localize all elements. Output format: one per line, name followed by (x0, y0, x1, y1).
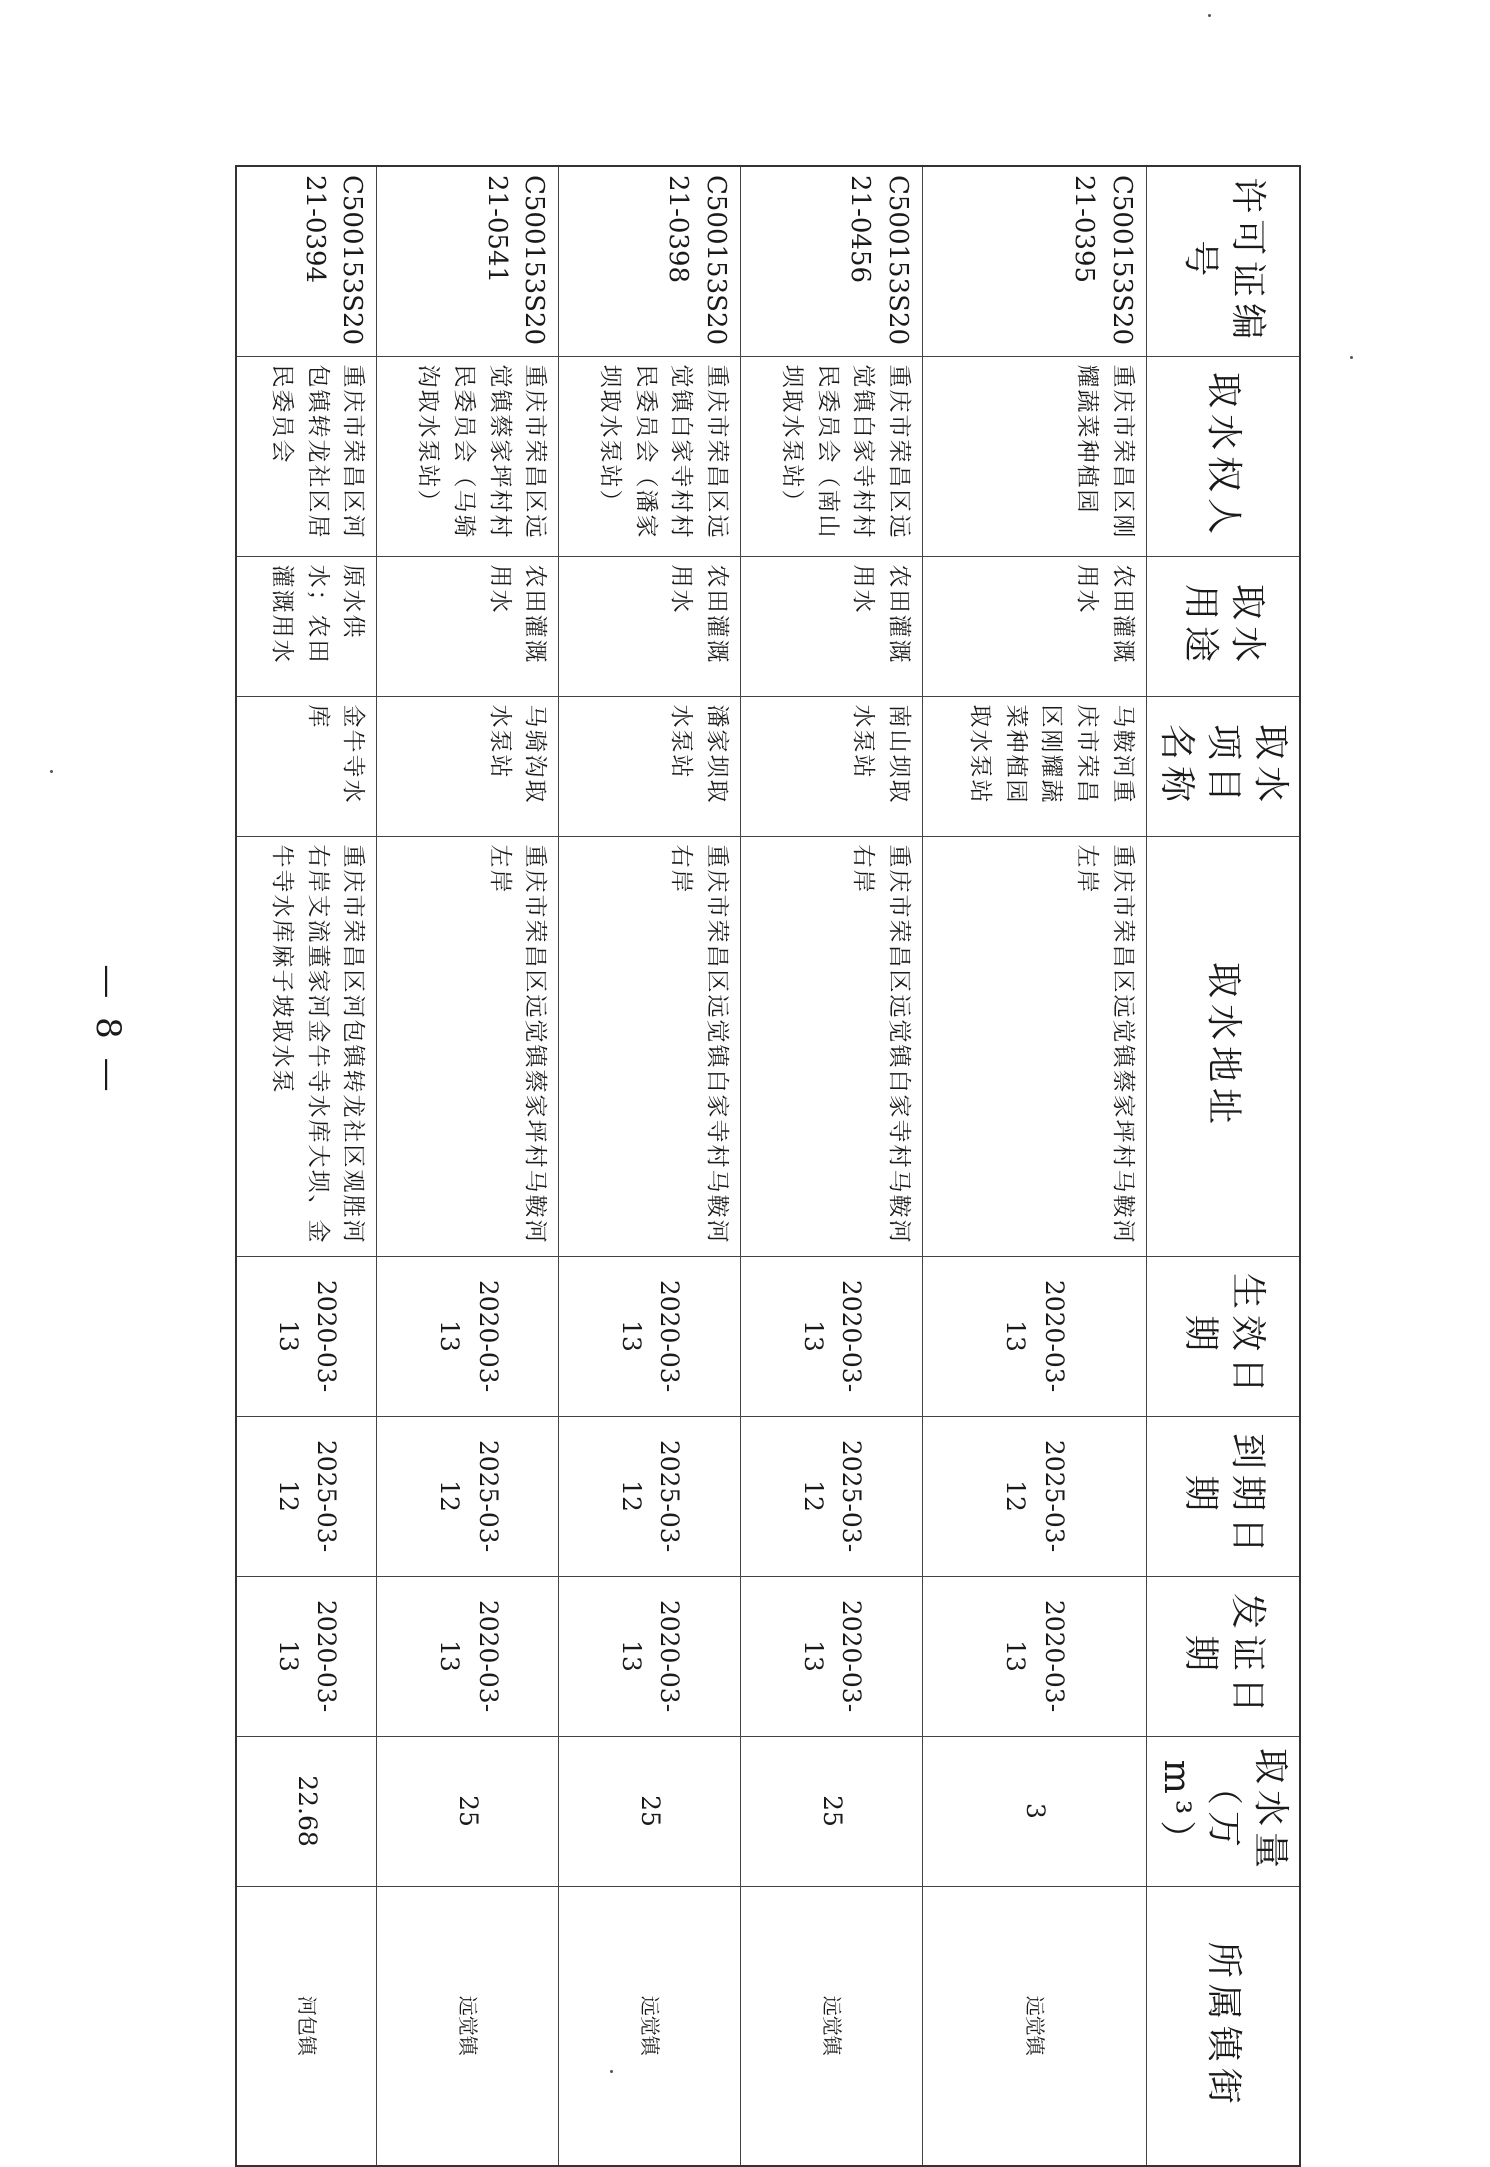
project-cell: 南山坝取水泵站 (741, 696, 923, 836)
address-cell: 重庆市荣昌区远觉镇白家寺村马鞍河右岸 (559, 836, 741, 1256)
header-holder: 取水权人 (1146, 356, 1300, 556)
town-cell: 远觉镇 (923, 1886, 1147, 2166)
volume-cell: 25 (377, 1736, 559, 1886)
town-cell: 河包镇 (236, 1886, 377, 2166)
holder-cell: 重庆市荣昌区远觉镇白家寺村村民委员会（南山坝取水泵站） (741, 356, 923, 556)
expiry-date-cell: 2025-03-12 (236, 1416, 377, 1576)
use-cell: 农田灌溉用水 (377, 556, 559, 696)
volume-cell: 25 (559, 1736, 741, 1886)
table-row (741, 166, 923, 2166)
holder-cell: 重庆市荣昌区河包镇转龙社区居民委员会 (236, 356, 377, 556)
permit-no-cell: C500153S2021-0541 (377, 166, 559, 356)
scan-speck (1208, 14, 1211, 17)
header-expiry-date: 到期日期 (1146, 1416, 1300, 1576)
project-cell: 马鞍河重庆市荣昌区刚耀蔬菜种植园取水泵站 (923, 696, 1147, 836)
use-cell: 原水供水；农田灌溉用水 (236, 556, 377, 696)
header-volume: 取水量（万m³） (1146, 1736, 1300, 1886)
table-row (923, 166, 1147, 2166)
table-row (377, 166, 559, 2166)
header-effective-date: 生效日期 (1146, 1256, 1300, 1416)
permit-no-cell: C500153S2021-0395 (923, 166, 1147, 356)
permit-no-cell: C500153S2021-0394 (236, 166, 377, 356)
header-issue-date: 发证日期 (1146, 1576, 1300, 1736)
effective-date-cell: 2020-03-13 (236, 1256, 377, 1416)
expiry-date-cell: 2025-03-12 (741, 1416, 923, 1576)
permit-table-container (235, 165, 1301, 2165)
permit-no-cell: C500153S2021-0398 (559, 166, 741, 356)
issue-date-cell: 2020-03-13 (741, 1576, 923, 1736)
issue-date-cell: 2020-03-13 (377, 1576, 559, 1736)
address-cell: 重庆市荣昌区河包镇转龙社区观胜河右岸支流董家河金牛寺水库大坝、金牛寺水库麻子坡取水泵 (236, 836, 377, 1256)
holder-cell: 重庆市荣昌区刚耀蔬菜种植园 (923, 356, 1147, 556)
expiry-date-cell: 2025-03-12 (923, 1416, 1147, 1576)
scan-speck (1350, 356, 1353, 359)
volume-cell: 22.68 (236, 1736, 377, 1886)
permit-no-cell: C500153S2021-0456 (741, 166, 923, 356)
header-address: 取水地址 (1146, 836, 1300, 1256)
issue-date-cell: 2020-03-13 (236, 1576, 377, 1736)
scan-speck (50, 770, 53, 773)
address-cell: 重庆市荣昌区远觉镇蔡家坪村马鞍河左岸 (377, 836, 559, 1256)
town-cell: 远觉镇 (377, 1886, 559, 2166)
project-cell: 马骑沟取水泵站 (377, 696, 559, 836)
expiry-date-cell: 2025-03-12 (559, 1416, 741, 1576)
town-cell: 远觉镇 (559, 1886, 741, 2166)
page-number: — 8 — (88, 964, 128, 1096)
expiry-date-cell: 2025-03-12 (377, 1416, 559, 1576)
use-cell: 农田灌溉用水 (559, 556, 741, 696)
issue-date-cell: 2020-03-13 (559, 1576, 741, 1736)
address-cell: 重庆市荣昌区远觉镇蔡家坪村马鞍河左岸 (923, 836, 1147, 1256)
town-cell: 远觉镇 (741, 1886, 923, 2166)
project-cell: 潘家坝取水泵站 (559, 696, 741, 836)
effective-date-cell: 2020-03-13 (559, 1256, 741, 1416)
header-permit-no: 许可证编号 (1146, 166, 1300, 356)
table-row (236, 166, 377, 2166)
volume-cell: 3 (923, 1736, 1147, 1886)
header-town: 所属镇街 (1146, 1886, 1300, 2166)
issue-date-cell: 2020-03-13 (923, 1576, 1147, 1736)
effective-date-cell: 2020-03-13 (741, 1256, 923, 1416)
header-row (1146, 166, 1300, 2166)
address-cell: 重庆市荣昌区远觉镇白家寺村马鞍河右岸 (741, 836, 923, 1256)
use-cell: 农田灌溉用水 (741, 556, 923, 696)
holder-cell: 重庆市荣昌区远觉镇蔡家坪村村民委员会（马骑沟取水泵站） (377, 356, 559, 556)
project-cell: 金牛寺水库 (236, 696, 377, 836)
header-project: 取水项目名称 (1146, 696, 1300, 836)
header-use: 取水用途 (1146, 556, 1300, 696)
effective-date-cell: 2020-03-13 (377, 1256, 559, 1416)
holder-cell: 重庆市荣昌区远觉镇白家寺村村民委员会（潘家坝取水泵站） (559, 356, 741, 556)
effective-date-cell: 2020-03-13 (923, 1256, 1147, 1416)
use-cell: 农田灌溉用水 (923, 556, 1147, 696)
volume-cell: 25 (741, 1736, 923, 1886)
table-row (559, 166, 741, 2166)
water-permit-table (235, 165, 1301, 2167)
